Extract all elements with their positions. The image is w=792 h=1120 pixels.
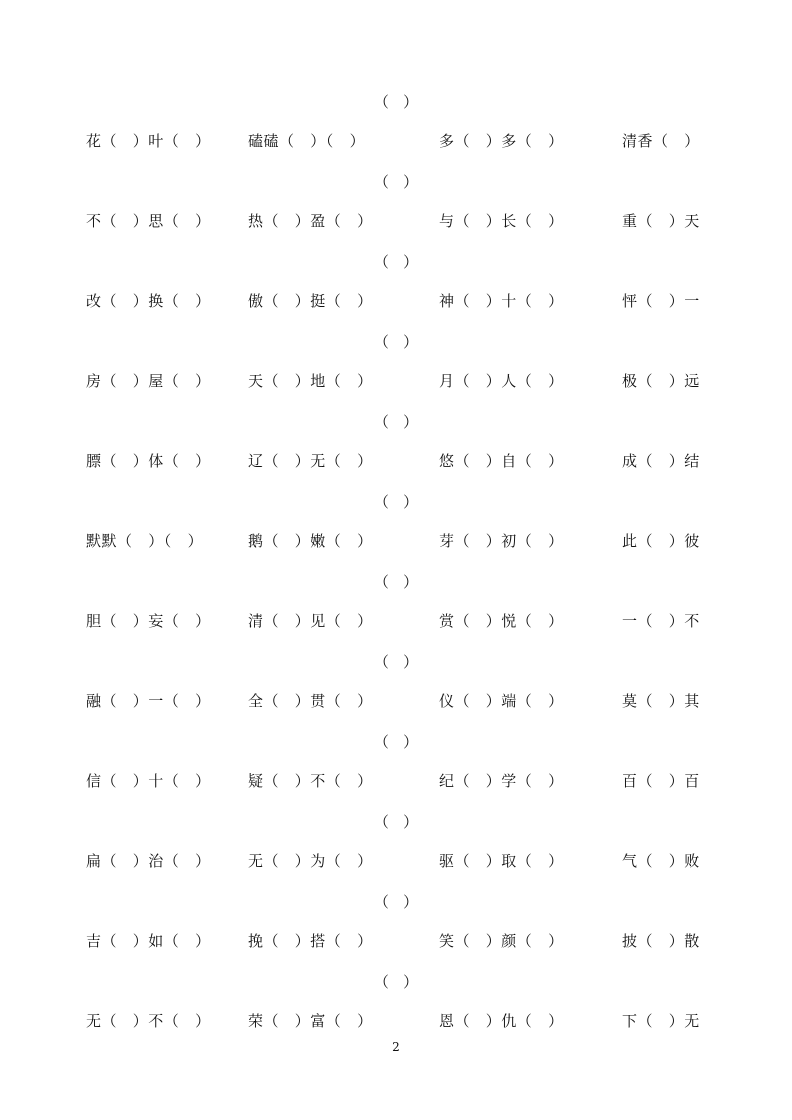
idiom-fill-blank[interactable]: 默默（ ）（ ） [86, 532, 204, 550]
idiom-fill-blank[interactable]: 极（ ）远 [622, 372, 700, 390]
blank-separator: （ ） [373, 973, 419, 991]
idiom-row [0, 290, 792, 312]
idiom-fill-blank[interactable]: 重（ ）天 [622, 212, 700, 230]
idiom-fill-blank[interactable]: 清香（ ） [622, 132, 700, 150]
idiom-fill-blank[interactable]: 怦（ ）一 [622, 292, 700, 310]
idiom-fill-blank[interactable]: 无（ ）为（ ） [248, 852, 373, 870]
idiom-fill-blank[interactable]: 鹅（ ）嫩（ ） [248, 532, 373, 550]
page-number: 2 [392, 1040, 400, 1054]
idiom-fill-blank[interactable]: 磕磕（ ）（ ） [248, 132, 366, 150]
blank-separator: （ ） [373, 173, 419, 191]
idiom-fill-blank[interactable]: 一（ ）不 [622, 612, 700, 630]
idiom-fill-blank[interactable]: 无（ ）不（ ） [86, 1012, 211, 1030]
idiom-row [0, 530, 792, 552]
idiom-row [0, 210, 792, 232]
idiom-fill-blank[interactable]: 荣（ ）富（ ） [248, 1012, 373, 1030]
idiom-fill-blank[interactable]: 月（ ）人（ ） [439, 372, 564, 390]
blank-separator: （ ） [373, 493, 419, 511]
idiom-fill-blank[interactable]: 纪（ ）学（ ） [439, 772, 564, 790]
idiom-row [0, 850, 792, 872]
idiom-fill-blank[interactable]: 傲（ ）挺（ ） [248, 292, 373, 310]
idiom-fill-blank[interactable]: 悠（ ）自（ ） [439, 452, 564, 470]
idiom-fill-blank[interactable]: 清（ ）见（ ） [248, 612, 373, 630]
idiom-row [0, 770, 792, 792]
idiom-row [0, 690, 792, 712]
idiom-fill-blank[interactable]: 不（ ）思（ ） [86, 212, 211, 230]
idiom-row [0, 1010, 792, 1032]
idiom-fill-blank[interactable]: 赏（ ）悦（ ） [439, 612, 564, 630]
idiom-fill-blank[interactable]: 热（ ）盈（ ） [248, 212, 373, 230]
idiom-fill-blank[interactable]: 恩（ ）仇（ ） [439, 1012, 564, 1030]
idiom-row [0, 130, 792, 152]
idiom-fill-blank[interactable]: 成（ ）结 [622, 452, 700, 470]
idiom-fill-blank[interactable]: 驱（ ）取（ ） [439, 852, 564, 870]
idiom-fill-blank[interactable]: 信（ ）十（ ） [86, 772, 211, 790]
idiom-row [0, 930, 792, 952]
blank-separator: （ ） [373, 333, 419, 351]
idiom-fill-blank[interactable]: 仪（ ）端（ ） [439, 692, 564, 710]
idiom-fill-blank[interactable]: 此（ ）彼 [622, 532, 700, 550]
idiom-fill-blank[interactable]: 下（ ）无 [622, 1012, 700, 1030]
idiom-fill-blank[interactable]: 笑（ ）颜（ ） [439, 932, 564, 950]
idiom-fill-blank[interactable]: 多（ ）多（ ） [439, 132, 564, 150]
idiom-fill-blank[interactable]: 辽（ ）无（ ） [248, 452, 373, 470]
idiom-fill-blank[interactable]: 花（ ）叶（ ） [86, 132, 211, 150]
idiom-fill-blank[interactable]: 与（ ）长（ ） [439, 212, 564, 230]
idiom-fill-blank[interactable]: 改（ ）换（ ） [86, 292, 211, 310]
idiom-fill-blank[interactable]: 胆（ ）妄（ ） [86, 612, 211, 630]
blank-separator: （ ） [373, 893, 419, 911]
blank-separator: （ ） [373, 93, 419, 111]
idiom-fill-blank[interactable]: 披（ ）散 [622, 932, 700, 950]
blank-separator: （ ） [373, 653, 419, 671]
idiom-fill-blank[interactable]: 百（ ）百 [622, 772, 700, 790]
idiom-fill-blank[interactable]: 神（ ）十（ ） [439, 292, 564, 310]
blank-separator: （ ） [373, 573, 419, 591]
idiom-fill-blank[interactable]: 融（ ）一（ ） [86, 692, 211, 710]
idiom-row [0, 450, 792, 472]
idiom-fill-blank[interactable]: 全（ ）贯（ ） [248, 692, 373, 710]
idiom-fill-blank[interactable]: 疑（ ）不（ ） [248, 772, 373, 790]
idiom-row [0, 610, 792, 632]
idiom-fill-blank[interactable]: 气（ ）败 [622, 852, 700, 870]
idiom-fill-blank[interactable]: 天（ ）地（ ） [248, 372, 373, 390]
idiom-fill-blank[interactable]: 膘（ ）体（ ） [86, 452, 211, 470]
idiom-fill-blank[interactable]: 扁（ ）治（ ） [86, 852, 211, 870]
blank-separator: （ ） [373, 253, 419, 271]
idiom-row [0, 370, 792, 392]
blank-separator: （ ） [373, 733, 419, 751]
idiom-fill-blank[interactable]: 芽（ ）初（ ） [439, 532, 564, 550]
idiom-fill-blank[interactable]: 挽（ ）搭（ ） [248, 932, 373, 950]
idiom-fill-blank[interactable]: 吉（ ）如（ ） [86, 932, 211, 950]
idiom-fill-blank[interactable]: 房（ ）屋（ ） [86, 372, 211, 390]
blank-separator: （ ） [373, 413, 419, 431]
idiom-fill-blank[interactable]: 莫（ ）其 [622, 692, 700, 710]
blank-separator: （ ） [373, 813, 419, 831]
